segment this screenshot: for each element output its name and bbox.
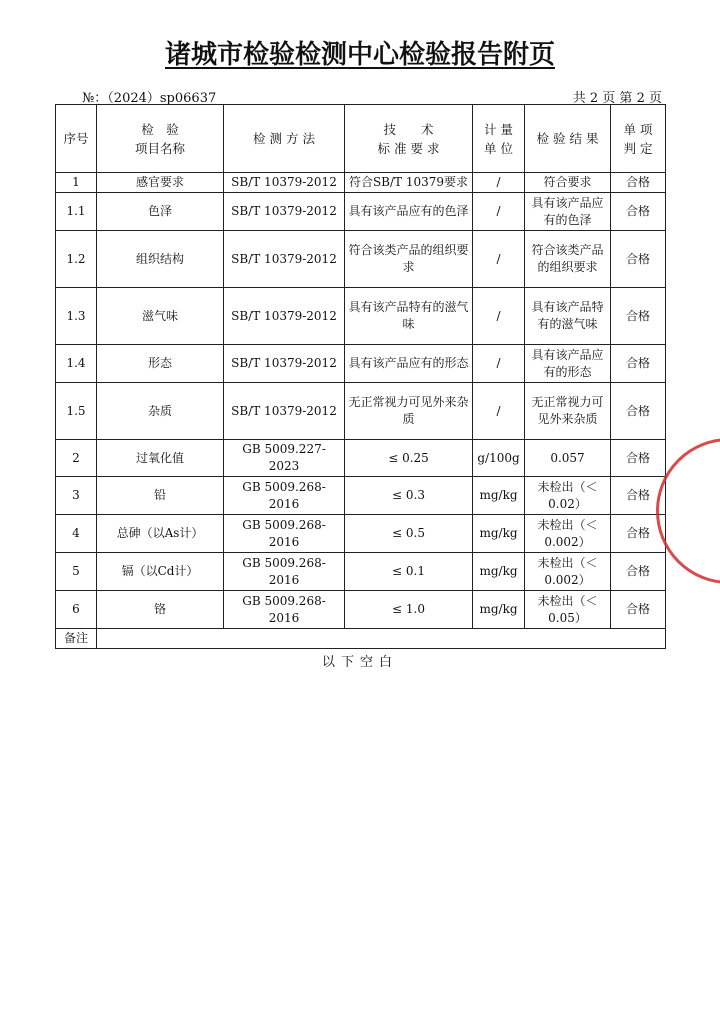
table-header-row (56, 105, 666, 173)
cell-unit: mg/kg (473, 591, 525, 629)
cell-unit: mg/kg (473, 477, 525, 515)
cell-method: GB 5009.268-2016 (224, 515, 345, 553)
table-row (56, 231, 666, 288)
header-requirement: 技 术 标 准 要 求 (345, 105, 473, 173)
blank-below-note: 以下空白 (321, 655, 398, 670)
table-row (56, 345, 666, 383)
cell-result: 0.057 (525, 440, 611, 477)
cell-result: 未检出（＜0.05） (525, 591, 611, 629)
cell-item: 镉（以Cd计） (97, 553, 224, 591)
cell-requirement: ≤ 1.0 (345, 591, 473, 629)
cell-requirement: 符合SB/T 10379要求 (345, 173, 473, 193)
cell-requirement: ≤ 0.5 (345, 515, 473, 553)
cell-seq: 5 (56, 553, 97, 591)
cell-requirement: 具有该产品应有的色泽 (345, 193, 473, 231)
table-row (56, 173, 666, 193)
cell-item: 色泽 (97, 193, 224, 231)
cell-requirement: 具有该产品应有的形态 (345, 345, 473, 383)
cell-method: GB 5009.268-2016 (224, 477, 345, 515)
cell-unit: mg/kg (473, 553, 525, 591)
cell-judgement: 合格 (611, 553, 666, 591)
cell-result: 具有该产品应有的色泽 (525, 193, 611, 231)
cell-seq: 1.5 (56, 383, 97, 440)
cell-result: 无正常视力可见外来杂质 (525, 383, 611, 440)
cell-judgement: 合格 (611, 345, 666, 383)
cell-unit: / (473, 288, 525, 345)
cell-method: GB 5009.268-2016 (224, 591, 345, 629)
cell-requirement: ≤ 0.25 (345, 440, 473, 477)
cell-requirement: ≤ 0.3 (345, 477, 473, 515)
cell-seq: 1.3 (56, 288, 97, 345)
cell-method: SB/T 10379-2012 (224, 173, 345, 193)
cell-method: SB/T 10379-2012 (224, 231, 345, 288)
cell-requirement: 无正常视力可见外来杂质 (345, 383, 473, 440)
cell-unit: / (473, 383, 525, 440)
cell-result: 符合该类产品的组织要求 (525, 231, 611, 288)
cell-result: 未检出（＜0.02） (525, 477, 611, 515)
cell-item: 铅 (97, 477, 224, 515)
table-row (56, 515, 666, 553)
header-method: 检 测 方 法 (224, 105, 345, 173)
table-row (56, 193, 666, 231)
cell-judgement: 合格 (611, 193, 666, 231)
cell-judgement: 合格 (611, 515, 666, 553)
remark-label: 备注 (56, 629, 97, 649)
cell-item: 滋气味 (97, 288, 224, 345)
cell-method: GB 5009.268-2016 (224, 553, 345, 591)
cell-judgement: 合格 (611, 231, 666, 288)
cell-item: 总砷（以As计） (97, 515, 224, 553)
remark-value (97, 629, 666, 649)
cell-seq: 1.1 (56, 193, 97, 231)
cell-judgement: 合格 (611, 383, 666, 440)
table-row (56, 440, 666, 477)
cell-unit: g/100g (473, 440, 525, 477)
table-row (56, 477, 666, 515)
cell-judgement: 合格 (611, 477, 666, 515)
cell-method: SB/T 10379-2012 (224, 345, 345, 383)
cell-requirement: 符合该类产品的组织要求 (345, 231, 473, 288)
cell-seq: 6 (56, 591, 97, 629)
cell-result: 具有该产品应有的形态 (525, 345, 611, 383)
cell-requirement: ≤ 0.1 (345, 553, 473, 591)
header-result: 检 验 结 果 (525, 105, 611, 173)
cell-item: 杂质 (97, 383, 224, 440)
cell-seq: 3 (56, 477, 97, 515)
remark-row (56, 629, 666, 649)
page-indicator: 共 2 页 第 2 页 (572, 91, 662, 106)
cell-seq: 1.2 (56, 231, 97, 288)
table-row (56, 553, 666, 591)
cell-method: SB/T 10379-2012 (224, 383, 345, 440)
cell-unit: / (473, 173, 525, 193)
cell-result: 未检出（＜0.002） (525, 515, 611, 553)
cell-result: 未检出（＜0.002） (525, 553, 611, 591)
cell-judgement: 合格 (611, 440, 666, 477)
header-judgement: 单 项 判 定 (611, 105, 666, 173)
cell-judgement: 合格 (611, 288, 666, 345)
table-row (56, 288, 666, 345)
cell-judgement: 合格 (611, 173, 666, 193)
cell-seq: 1.4 (56, 345, 97, 383)
cell-item: 铬 (97, 591, 224, 629)
cell-method: SB/T 10379-2012 (224, 193, 345, 231)
header-seq: 序号 (56, 105, 97, 173)
report-number: №：（2024）sp06637 (82, 91, 217, 106)
cell-unit: mg/kg (473, 515, 525, 553)
cell-result: 具有该产品特有的滋气味 (525, 288, 611, 345)
cell-unit: / (473, 345, 525, 383)
cell-seq: 1 (56, 173, 97, 193)
cell-method: SB/T 10379-2012 (224, 288, 345, 345)
cell-judgement: 合格 (611, 591, 666, 629)
cell-item: 感官要求 (97, 173, 224, 193)
inspection-results-table (55, 104, 666, 649)
header-unit: 计 量 单 位 (473, 105, 525, 173)
cell-unit: / (473, 193, 525, 231)
cell-item: 过氧化值 (97, 440, 224, 477)
cell-unit: / (473, 231, 525, 288)
cell-item: 形态 (97, 345, 224, 383)
table-row (56, 383, 666, 440)
header-item: 检 验 项目名称 (97, 105, 224, 173)
cell-result: 符合要求 (525, 173, 611, 193)
cell-seq: 2 (56, 440, 97, 477)
cell-item: 组织结构 (97, 231, 224, 288)
cell-seq: 4 (56, 515, 97, 553)
cell-requirement: 具有该产品特有的滋气味 (345, 288, 473, 345)
table-row (56, 591, 666, 629)
cell-method: GB 5009.227-2023 (224, 440, 345, 477)
report-title: 诸城市检验检测中心检验报告附页 (164, 40, 555, 70)
